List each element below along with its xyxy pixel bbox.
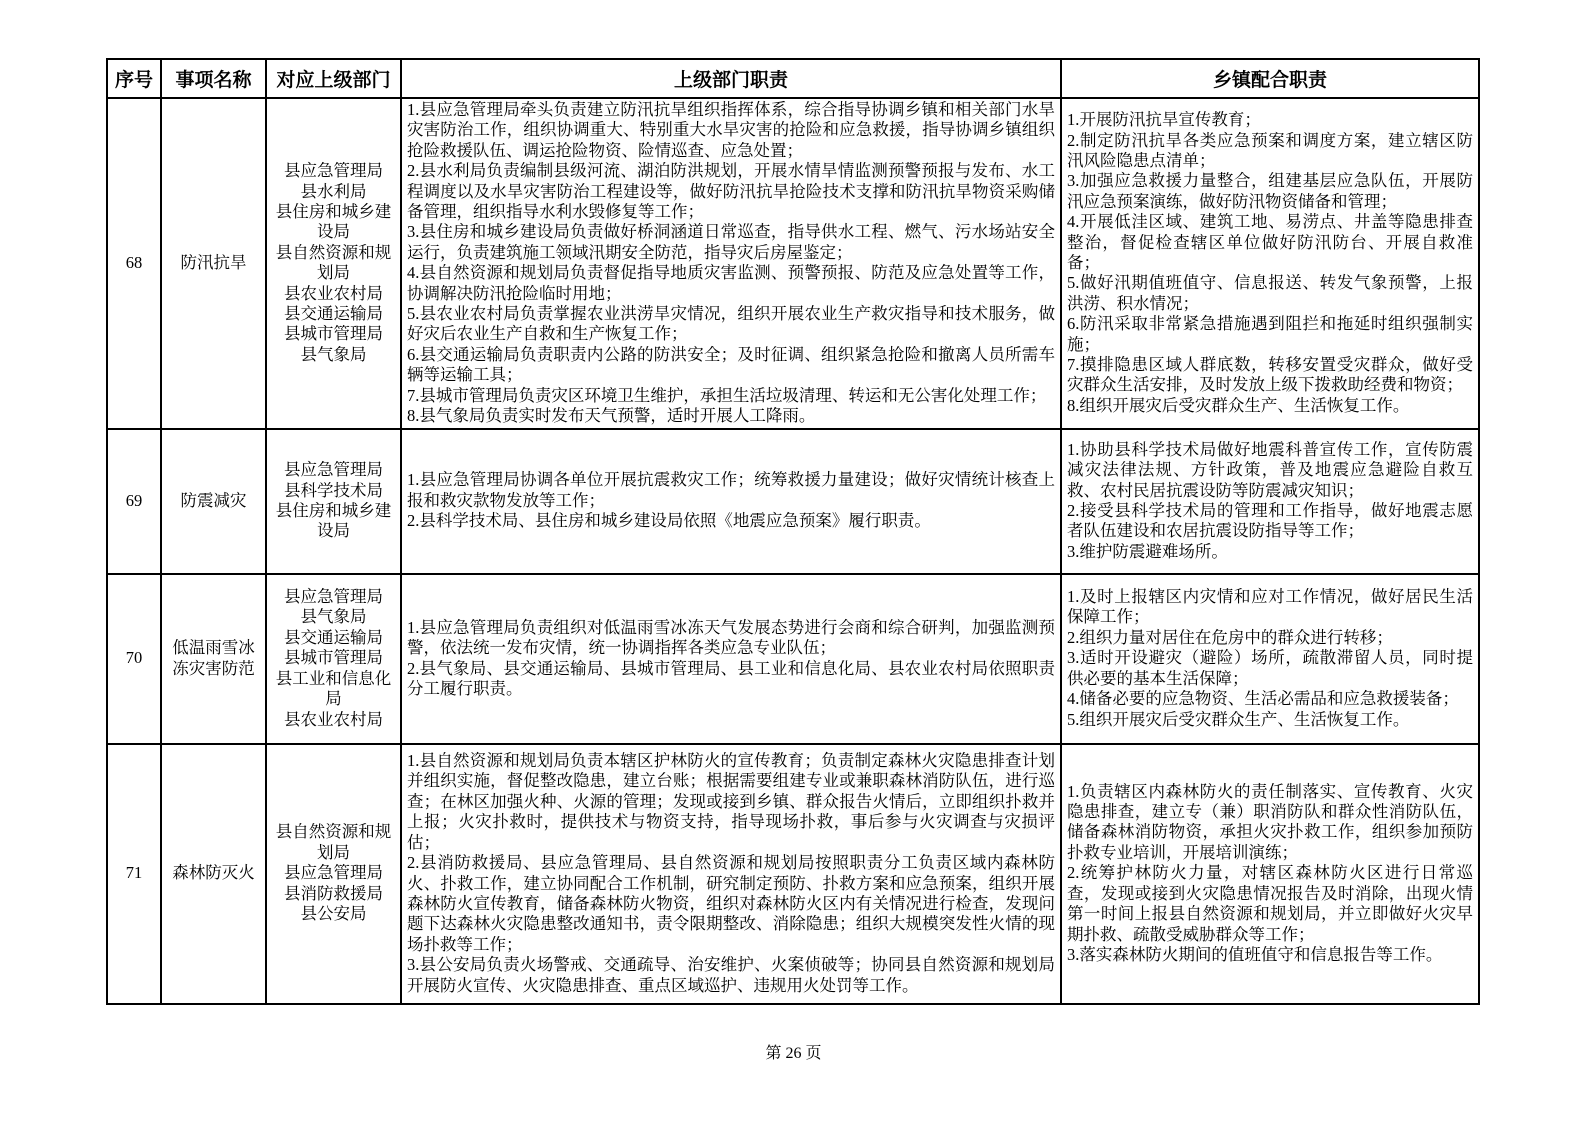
table-header-row <box>107 59 1479 98</box>
department-name: 县交通运输局 <box>284 304 383 324</box>
superior-duty-item: 1.县应急管理局协调各单位开展抗震救灾工作；统筹救援力量建设；做好灾情统计核查上报和救灾款物发放等工作； <box>407 470 1055 510</box>
township-duty-item: 6.防汛采取非常紧急措施遇到阻拦和拖延时组织强制实施； <box>1067 314 1473 354</box>
superior-duty-item: 6.县交通运输局负责职责内公路的防洪安全；及时征调、组织紧急抢险和撤离人员所需车辆等运输工具； <box>407 344 1055 385</box>
township-duty-item: 2.接受县科学技术局的管理和工作指导，做好地震志愿者队伍建设和农居抗震设防指导等工作； <box>1067 501 1473 541</box>
township-duty-item: 1.及时上报辖区内灾情和应对工作情况，做好居民生活保障工作； <box>1067 587 1473 627</box>
township-duty-item: 4.开展低洼区域、建筑工地、易涝点、井盖等隐患排查整治，督促检查辖区单位做好防汛防台、开展自救准备； <box>1067 212 1473 273</box>
department-name: 县应急管理局 <box>284 863 383 883</box>
superior-duty-item: 2.县消防救援局、县应急管理局、县自然资源和规划局按照职责分工负责区域内森林防火、扑救工作，建立协同配合工作机制，研究制定预防、扑救方案和应急预案，组织开展森林防火宣传教育，储备森林防火物资，组织对森林防火区内有关情况进行检查，发现问题下达森林火灾隐患整改通知书，责令限期整改、消除隐患；组织大规模突发性火情的现场扑救等工作； <box>407 853 1055 954</box>
department-name: 县水利局 <box>300 181 367 201</box>
table-body <box>107 98 1479 1004</box>
responsibility-table <box>106 58 1480 1005</box>
superior-duty-item: 1.县自然资源和规划局负责本辖区护林防火的宣传教育；负责制定森林火灾隐患排查计划并组织实施，督促整改隐患，建立台账；根据需要组建专业或兼职森林消防队伍，进行巡查；在林区加强火种、火源的管理；发现或接到乡镇、群众报告火情后，立即组织扑救并上报；火灾扑救时，提供技术与物资支持，指导现场扑救，事后参与火灾调查与灾损评估； <box>407 751 1055 852</box>
department-name: 县气象局 <box>300 344 367 364</box>
superior-duty-item: 2.县科学技术局、县住房和城乡建设局依照《地震应急预案》履行职责。 <box>407 511 931 531</box>
department-name: 县交通运输局 <box>284 627 383 647</box>
township-duty-item: 3.维护防震避难场所。 <box>1067 541 1228 561</box>
page-number: 第 26 页 <box>765 1045 822 1062</box>
township-duty-item: 2.制定防汛抗旱各类应急预案和调度方案，建立辖区防汛风险隐患点清单； <box>1067 130 1473 171</box>
superior-duty-item: 1.县应急管理局牵头负责建立防汛抗旱组织指挥体系，综合指导协调乡镇和相关部门水旱灾害防治工作，组织协调重大、特别重大水旱灾害的抢险和应急救援，指导协调乡镇组织抢险救援队伍、调运抢险物资、险情巡查、应急处置； <box>407 100 1055 160</box>
department-name: 县应急管理局 <box>284 161 383 181</box>
department-name: 县住房和城乡建设局 <box>275 501 392 541</box>
department-name: 县气象局 <box>300 607 367 627</box>
superior-duties-cell <box>401 574 1061 744</box>
department-name: 县公安局 <box>300 904 367 924</box>
column-header-seq: 序号 <box>107 59 161 98</box>
row-number-cell: 69 <box>107 429 161 574</box>
township-duties-cell <box>1061 744 1479 1004</box>
superior-duty-item: 1.县应急管理局负责组织对低温雨雪冰冻天气发展态势进行会商和综合研判，加强监测预警，依法统一发布灾情，统一协调指挥各类应急专业队伍； <box>407 617 1055 658</box>
item-name-cell: 防震减灾 <box>161 429 266 574</box>
department-name: 县城市管理局 <box>284 324 383 344</box>
department-name: 县城市管理局 <box>284 648 383 668</box>
column-header-superior-duties: 上级部门职责 <box>401 59 1061 98</box>
department-name: 县自然资源和规划局 <box>275 242 392 283</box>
township-duty-item: 2.组织力量对居住在危房中的群众进行转移； <box>1067 627 1393 647</box>
superior-duties-cell <box>401 98 1061 429</box>
column-header-superior-department: 对应上级部门 <box>266 59 401 98</box>
departments-cell <box>266 744 401 1004</box>
department-name: 县消防救援局 <box>284 883 383 903</box>
departments-cell <box>266 429 401 574</box>
superior-duty-item: 8.县气象局负责实时发布天气预警，适时开展人工降雨。 <box>407 406 816 426</box>
table-row <box>107 574 1479 744</box>
item-name-cell: 防汛抗旱 <box>161 98 266 429</box>
superior-duties-cell <box>401 429 1061 574</box>
superior-duty-item: 3.县住房和城乡建设局负责做好桥洞涵道日常巡查，指导供水工程、燃气、污水场站安全运行，负责建筑施工领域汛期安全防范，指导灾后房屋鉴定； <box>407 222 1055 262</box>
department-name: 县农业农村局 <box>284 283 383 303</box>
township-duty-item: 7.摸排隐患区域人群底数，转移安置受灾群众，做好受灾群众生活安排，及时发放上级下拨救助经费和物资； <box>1067 355 1473 395</box>
superior-duty-item: 7.县城市管理局负责灾区环境卫生维护，承担生活垃圾清理、转运和无公害化处理工作； <box>407 385 1047 405</box>
row-number-cell: 71 <box>107 744 161 1004</box>
item-name-cell: 低温雨雪冰冻灾害防范 <box>161 574 266 744</box>
superior-duty-item: 5.县农业农村局负责掌握农业洪涝旱灾情况，组织开展农业生产救灾指导和技术服务，做好灾后农业生产自救和生产恢复工作； <box>407 304 1055 344</box>
township-duties-cell <box>1061 98 1479 429</box>
township-duty-item: 1.开展防汛抗旱宣传教育； <box>1067 110 1261 130</box>
departments-cell <box>266 98 401 429</box>
row-number-cell: 68 <box>107 98 161 429</box>
superior-duty-item: 2.县气象局、县交通运输局、县城市管理局、县工业和信息化局、县农业农村局依照职责分工履行职责。 <box>407 658 1055 698</box>
department-name: 县农业农村局 <box>284 709 383 729</box>
department-name: 县应急管理局 <box>284 587 383 607</box>
superior-duty-item: 3.县公安局负责火场警戒、交通疏导、治安维护、火案侦破等；协同县自然资源和规划局开展防火宣传、火灾隐患排查、重点区域巡护、违规用火处罚等工作。 <box>407 955 1055 995</box>
department-name: 县工业和信息化局 <box>275 668 392 709</box>
township-duties-cell <box>1061 429 1479 574</box>
departments-cell <box>266 574 401 744</box>
township-duty-item: 2.统筹护林防火力量，对辖区森林防火区进行日常巡查，发现或接到火灾隐患情况报告及时消除，出现火情第一时间上报县自然资源和规划局，并立即做好火灾早期扑救、疏散受威胁群众等工作； <box>1067 863 1473 944</box>
column-header-township-duties: 乡镇配合职责 <box>1061 59 1479 98</box>
township-duty-item: 1.负责辖区内森林防火的责任制落实、宣传教育、火灾隐患排查，建立专（兼）职消防队和群众性消防队伍，储备森林消防物资，承担火灾扑救工作，组织参加预防扑救专业培训，开展培训演练； <box>1067 781 1473 862</box>
department-name: 县自然资源和规划局 <box>275 822 392 862</box>
table-row <box>107 429 1479 574</box>
township-duty-item: 1.协助县科学技术局做好地震科普宣传工作，宣传防震减灾法律法规、方针政策，普及地震应急避险自救互救、农村民居抗震设防等防震减灾知识； <box>1067 439 1473 500</box>
township-duty-item: 5.组织开展灾后受灾群众生产、生活恢复工作。 <box>1067 709 1410 729</box>
township-duty-item: 5.做好汛期值班值守、信息报送、转发气象预警，上报洪涝、积水情况； <box>1067 273 1473 313</box>
item-name-cell: 森林防灭火 <box>161 744 266 1004</box>
superior-duty-item: 2.县水利局负责编制县级河流、湖泊防洪规划，开展水情旱情监测预警预报与发布、水工程调度以及水旱灾害防治工程建设等，做好防汛抗旱抢险技术支撑和防汛抗旱物资采购储备管理，组织指导水利水毁修复等工作； <box>407 161 1055 222</box>
department-name: 县应急管理局 <box>284 460 383 480</box>
table-row <box>107 744 1479 1004</box>
department-name: 县科学技术局 <box>284 480 383 500</box>
township-duty-item: 4.储备必要的应急物资、生活必需品和应急救援装备； <box>1067 689 1459 709</box>
table-row <box>107 98 1479 429</box>
township-duty-item: 3.加强应急救援力量整合，组建基层应急队伍，开展防汛应急预案演练，做好防汛物资储备和管理； <box>1067 171 1473 211</box>
township-duty-item: 8.组织开展灾后受灾群众生产、生活恢复工作。 <box>1067 395 1410 415</box>
column-header-item-name: 事项名称 <box>161 59 266 98</box>
township-duty-item: 3.适时开设避灾（避险）场所，疏散滞留人员，同时提供必要的基本生活保障； <box>1067 648 1473 688</box>
department-name: 县住房和城乡建设局 <box>275 202 392 242</box>
superior-duty-item: 4.县自然资源和规划局负责督促指导地质灾害监测、预警预报、防范及应急处置等工作，协调解决防汛抢险临时用地； <box>407 263 1055 303</box>
row-number-cell: 70 <box>107 574 161 744</box>
superior-duties-cell <box>401 744 1061 1004</box>
township-duty-item: 3.落实森林防火期间的值班值守和信息报告等工作。 <box>1067 944 1443 964</box>
township-duties-cell <box>1061 574 1479 744</box>
